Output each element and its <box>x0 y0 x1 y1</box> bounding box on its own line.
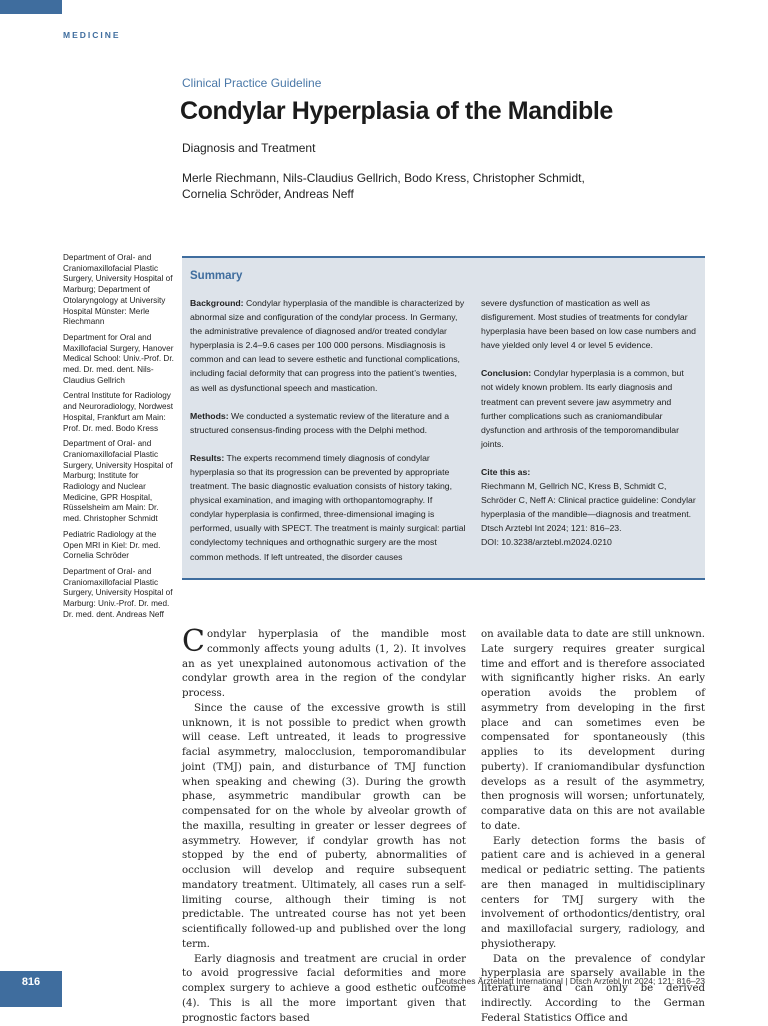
body-column-left <box>182 628 466 1026</box>
affiliation: Pediatric Radiology at the Open MRI in Kiel: Dr. med. Cornelia Schröder <box>63 530 175 562</box>
summary-column-left <box>190 296 466 578</box>
authors-line-2: Cornelia Schröder, Andreas Neff <box>182 186 702 202</box>
results-label: Results: <box>190 453 224 463</box>
article-title: Condylar Hyperplasia of the Mandible <box>180 97 613 126</box>
affiliation: Department for Oral and Maxillofacial Surgery, Hanover Medical School: Univ.-Prof. Dr. med. Dr. med. dent. Nils-Claudius Gellrich <box>63 333 175 387</box>
summary-results <box>190 451 466 564</box>
drop-cap: C <box>182 629 205 655</box>
authors-line-1: Merle Riechmann, Nils-Claudius Gellrich, Bodo Kress, Christopher Schmidt, <box>182 170 702 186</box>
affiliation: Department of Oral- and Craniomaxillofacial Plastic Surgery, University Hospital of Marburg; Institute for Radiology and Nuclear Medicine, GPR Hospital, Rüsselsheim am Main: Dr. med. Christopher Schmidt <box>63 439 175 525</box>
body-column-right <box>481 628 705 1026</box>
journal-footer: Deutsches Ärzteblatt International | Dtsch Arztebl Int 2024; 121: 816–23 <box>435 976 705 986</box>
affiliation: Department of Oral- and Craniomaxillofacial Plastic Surgery, University Hospital of Marburg; Department of Otolaryngology at University Hospital Münster: Merle Riechmann <box>63 253 175 328</box>
summary-column-right <box>481 296 696 550</box>
methods-label: Methods: <box>190 411 229 421</box>
affiliation: Department of Oral- and Craniomaxillofacial Plastic Surgery, University Hospital of Marburg: Univ.-Prof. Dr. med. Dr. med. dent. Andreas Neff <box>63 567 175 621</box>
top-accent-bar <box>0 0 62 14</box>
paragraph-text: ondylar hyperplasia of the mandible most commonly affects young adults (1, 2). It involves an as yet unexplained autonomous activation of the condylar growth area in the region of the condylar process. <box>182 629 466 699</box>
cite-label: Cite this as: <box>481 465 696 479</box>
summary-title: Summary <box>190 270 242 282</box>
summary-box <box>182 256 705 580</box>
body-paragraph: Early detection forms the basis of patient care and is achieved in a general medical or pediatric setting. The patients are then managed in multidisciplinary centers for TMJ surgery with the involvement of orthodontics/dentistry, oral and maxillofacial surgery, radiology, and physiotherapy. <box>481 835 705 953</box>
summary-conclusion <box>481 366 696 451</box>
background-text: Condylar hyperplasia of the mandible is characterized by abnormal size and configuration of the condylar process. In Germany, the administrative prevalence of diagnosed and/or treated condylar hyperplasia is 2.4–9.6 cases per 100 000 persons. Misdiagnosis is common and can lead to severe esthetic and functional complications, including facial deformity that can progress into the patient’s twenties, as well as dysfunctional speech and mastication. <box>190 298 464 393</box>
article-kicker: Clinical Practice Guideline <box>182 76 321 90</box>
body-paragraph: on available data to date are still unknown. Late surgery requires greater surgical time and effort and is therefore associated with significantly higher risks. An early operation avoids the problem of asymmetry from developing in the first place and can sometimes even be compensated for spontaneously (this applies to its development during puberty). If craniomandibular dysfunction develops as a result of the asymmetry, then prognosis will worsen; unfortunately, comparative data on this are not available to date. <box>481 628 705 835</box>
summary-background <box>190 296 466 395</box>
results-text: The experts recommend timely diagnosis of condylar hyperplasia so that its progression can be prevented by appropriate treatment. The basic diagnostic evaluation consists of history taking, physical examination, and imaging with orthopantomography. If condylar hyperplasia is confirmed, three-dimensional imaging is performed, usually with SPECT. The treatment is mainly surgical: partial condylectomy techniques and orthognathic surgery are the most common methods. If left untreated, the disorder causes <box>190 453 466 562</box>
methods-text: We conducted a systematic review of the literature and a structured consensus-finding process with the Delphi method. <box>190 411 449 435</box>
affiliation: Central Institute for Radiology and Neuroradiology, Nordwest Hospital, Frankfurt am Main: Prof. Dr. med. Bodo Kress <box>63 391 175 434</box>
article-subtitle: Diagnosis and Treatment <box>182 141 315 155</box>
body-paragraph: Data on the prevalence of condylar hyperplasia are sparsely available in the literature and can only be derived indirectly. According to the German Federal Statistics Office and <box>481 953 705 1026</box>
author-list <box>182 170 702 202</box>
body-paragraph: Since the cause of the excessive growth is still unknown, it is not possible to predict when growth will cease. Left untreated, it leads to progressive facial asymmetry, malocclusion, temporomandibular joint (TMJ) pain, and disturbance of TMJ function when speaking and chewing (3). During the growth phase, asymmetric mandibular growth can be compensated for on the whole by alveolar growth of the maxilla, resulting in greater or lesser degrees of asymmetry. However, if condylar growth has not stopped by the end of puberty, abnormalities of occlusion will develop and require subsequent mandatory treatment. Ultimately, all cases run a self-limiting course, although their timing is not predictable. The untreated course has not yet been scientifically followed-up and published over the long term. <box>182 702 466 953</box>
background-label: Background: <box>190 298 244 308</box>
body-paragraph <box>182 628 466 702</box>
doi-link[interactable]: DOI: 10.3238/arztebl.m2024.0210 <box>481 535 696 549</box>
summary-methods <box>190 409 466 437</box>
page-number: 816 <box>0 971 62 1007</box>
conclusion-text: Condylar hyperplasia is a common, but not widely known problem. Its early diagnosis and treatment can prevent severe jaw asymmetry and further complications such as craniomandibular dysfunction and arthrosis of the temporomandibular joints. <box>481 368 684 448</box>
body-paragraph: Early diagnosis and treatment are crucial in order to avoid progressive facial deformities and more complex surgery to achieve a good esthetic outcome (4). This is all the more important given that prognostic factors based <box>182 953 466 1026</box>
conclusion-label: Conclusion: <box>481 368 531 378</box>
section-label: MEDICINE <box>63 30 121 40</box>
cite-text: Riechmann M, Gellrich NC, Kress B, Schmidt C, Schröder C, Neff A: Clinical practice guideline: Condylar hyperplasia of the mandible—diagnosis and treatment. Dtsch Arztebl Int 2024; 121: 816–23. <box>481 479 696 535</box>
results-continued: severe dysfunction of mastication as well as disfigurement. Most studies of treatments for condylar hyperplasia have been based on low case numbers and have yielded only level 4 or level 5 evidence. <box>481 296 696 352</box>
affiliations-column <box>63 253 175 626</box>
